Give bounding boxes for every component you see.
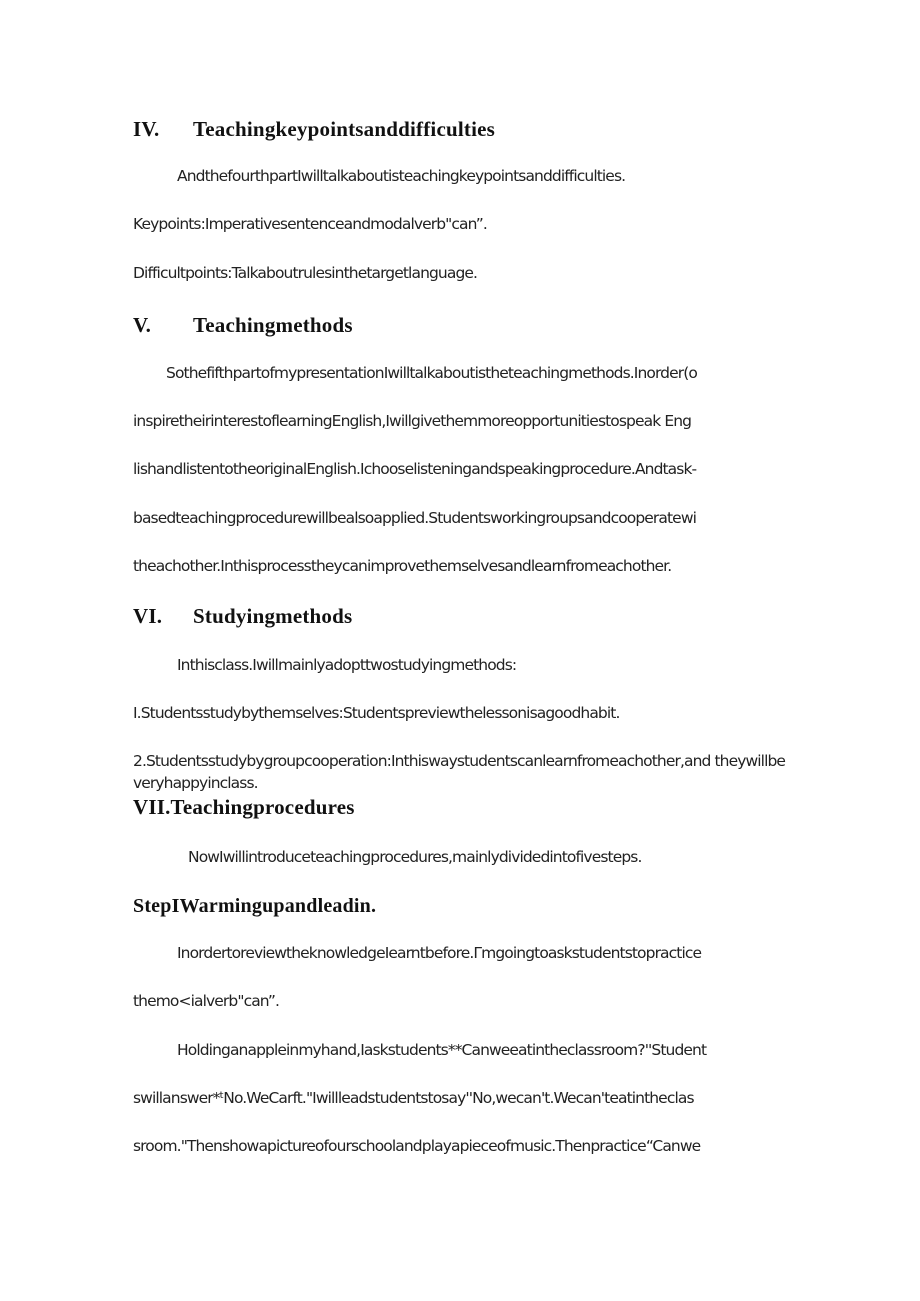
section-6-number: VI. bbox=[133, 604, 163, 628]
section-6-intro: Inthisclass.Iwillmainlyadopttwostudyingmethods: bbox=[177, 656, 517, 674]
section-6-item-1: I.Studentsstudybythemselves:Studentspreviewthelessonisagoodhabit. bbox=[133, 704, 620, 722]
section-4-intro: AndthefourthpartIwilltalkaboutisteachingkeypointsanddifficulties. bbox=[177, 167, 626, 185]
step-1-para-1-line-1: InordertoreviewtheknowledgeIearntbefore.Γmgoingtoaskstudentstopractice bbox=[177, 944, 702, 962]
section-7-intro: NowIwillintroduceteachingprocedures,mainlydividedintofivesteps. bbox=[188, 848, 642, 866]
section-5-line-5: theachother.Inthisprocesstheycanimprovethemselvesandlearnfromeachother. bbox=[133, 557, 672, 575]
section-5-number: V. bbox=[133, 313, 152, 337]
section-5-line-4: basedteachingprocedurewillbealsoapplied.Studentsworkingroupsandcooperatewi bbox=[133, 509, 696, 527]
section-4-difficult-points: Difficultpoints:Talkaboutrulesinthetargetlanguage. bbox=[133, 264, 478, 282]
section-5-line-2: inspiretheirinterestoflearningEnglish,Iwillgivethemmoreopportunitiestospeak Eng bbox=[133, 412, 692, 430]
step-1-para-2-line-1: Holdinganappleinmyhand,Iaskstudents**Canweeatintheclassroom?''Student bbox=[177, 1041, 707, 1059]
section-4-heading bbox=[133, 117, 495, 142]
step-1-heading: StepIWarmingupandleadin. bbox=[133, 895, 377, 917]
section-4-title: Teachingkeypointsanddifficulties bbox=[193, 117, 496, 141]
section-4-number: IV. bbox=[133, 117, 160, 141]
section-6-heading bbox=[133, 604, 352, 629]
section-5-line-1: SothefifthpartofmypresentationIwilltalkaboutistheteachingmethods.Inorder(o bbox=[166, 364, 697, 382]
section-4-keypoints: Keypoints:Imperativesentenceandmodalverb"can”. bbox=[133, 215, 487, 233]
step-1-para-2-line-2: swillanswer*ᵗNo.WeCarft."Iwillleadstudentstosay''No,wecan't.Wecan'teatintheclas bbox=[133, 1089, 694, 1107]
section-5-title: Teachingmethods bbox=[193, 313, 353, 337]
section-7-heading: VII.Teachingprocedures bbox=[133, 795, 355, 819]
section-6-title: Studyingmethods bbox=[193, 604, 353, 628]
step-1-para-1-line-2: themo<ialverb"can”. bbox=[133, 992, 280, 1010]
section-5-line-3: lishandlistentotheoriginalEnglish.Ichooselisteningandspeakingprocedure.Andtask- bbox=[133, 460, 697, 478]
section-5-heading bbox=[133, 313, 353, 338]
section-6-item-2: 2.Studentsstudybygroupcooperation:Inthiswaystudentscanlearnfromeachother,and theywillbeveryhappyinclass. bbox=[133, 752, 786, 792]
step-1-para-2-line-3: sroom."Thenshowapictureofourschoolandplayapieceofmusic.Thenpractice“Canwe bbox=[133, 1137, 701, 1155]
